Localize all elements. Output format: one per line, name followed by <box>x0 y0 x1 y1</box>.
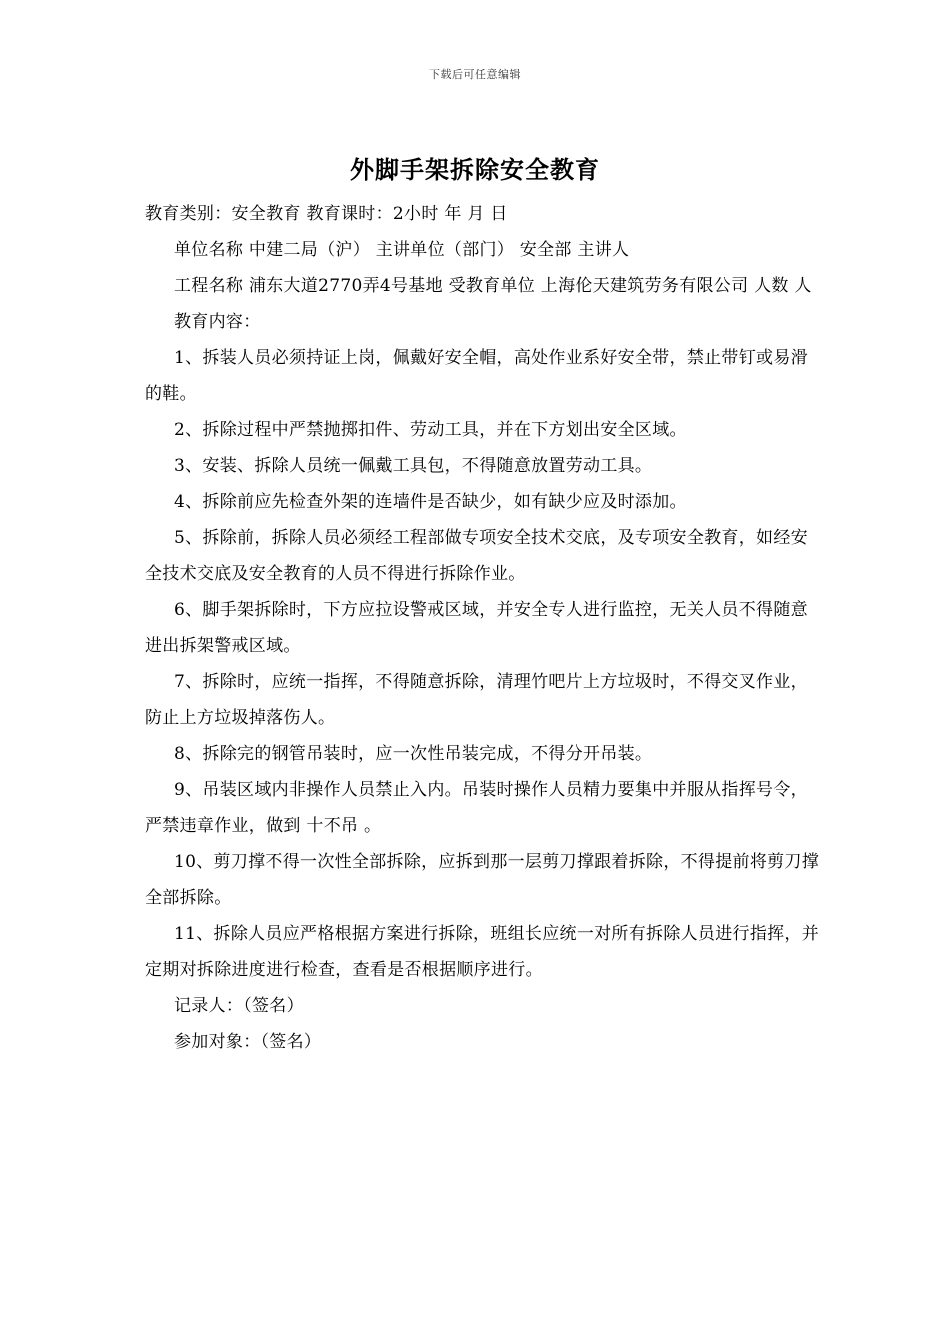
content-item: 9、吊装区域内非操作人员禁止入内。吊装时操作人员精力要集中并服从指挥号令，严禁违章作业，做到 十不吊 。 <box>145 780 808 836</box>
document-title: 外脚手架拆除安全教育 <box>350 155 600 184</box>
info-category-line: 教育类别：安全教育 教育课时：2小时 年 月 日 <box>145 204 508 224</box>
content-item: 6、脚手架拆除时，下方应拉设警戒区域，并安全专人进行监控，无关人员不得随意进出拆架警戒区域。 <box>145 600 808 656</box>
content-item: 5、拆除前，拆除人员必须经工程部做专项安全技术交底，及专项安全教育，如经安全技术交底及安全教育的人员不得进行拆除作业。 <box>145 528 808 584</box>
content-item: 2、拆除过程中严禁抛掷扣件、劳动工具，并在下方划出安全区域。 <box>174 420 687 440</box>
document-body <box>145 196 820 1060</box>
content-heading: 教育内容： <box>174 312 261 332</box>
content-item: 10、剪刀撑不得一次性全部拆除，应拆到那一层剪刀撑跟着拆除，不得提前将剪刀撑全部拆除。 <box>145 852 820 908</box>
content-item: 3、安装、拆除人员统一佩戴工具包，不得随意放置劳动工具。 <box>174 456 653 476</box>
recorder-signature: 记录人：（签名） <box>174 996 304 1016</box>
content-item: 7、拆除时，应统一指挥，不得随意拆除，清理竹吧片上方垃圾时，不得交叉作业，防止上方垃圾掉落伤人。 <box>145 672 808 728</box>
header-note: 下载后可任意编辑 <box>429 68 521 81</box>
participants-signature: 参加对象：（签名） <box>174 1032 322 1052</box>
info-project-line: 工程名称 浦东大道2770弄4号基地 受教育单位 上海伦天建筑劳务有限公司 人数 人 <box>174 276 812 296</box>
content-item: 8、拆除完的钢管吊装时，应一次性吊装完成，不得分开吊装。 <box>174 744 653 764</box>
content-item: 4、拆除前应先检查外架的连墙件是否缺少，如有缺少应及时添加。 <box>174 492 687 512</box>
content-item: 1、拆装人员必须持证上岗，佩戴好安全帽，高处作业系好安全带，禁止带钉或易滑的鞋。 <box>145 348 808 404</box>
content-item: 11、拆除人员应严格根据方案进行拆除，班组长应统一对所有拆除人员进行指挥，并定期对拆除进度进行检查，查看是否根据顺序进行。 <box>145 924 820 980</box>
info-unit-line: 单位名称 中建二局（沪） 主讲单位（部门） 安全部 主讲人 <box>174 240 630 260</box>
